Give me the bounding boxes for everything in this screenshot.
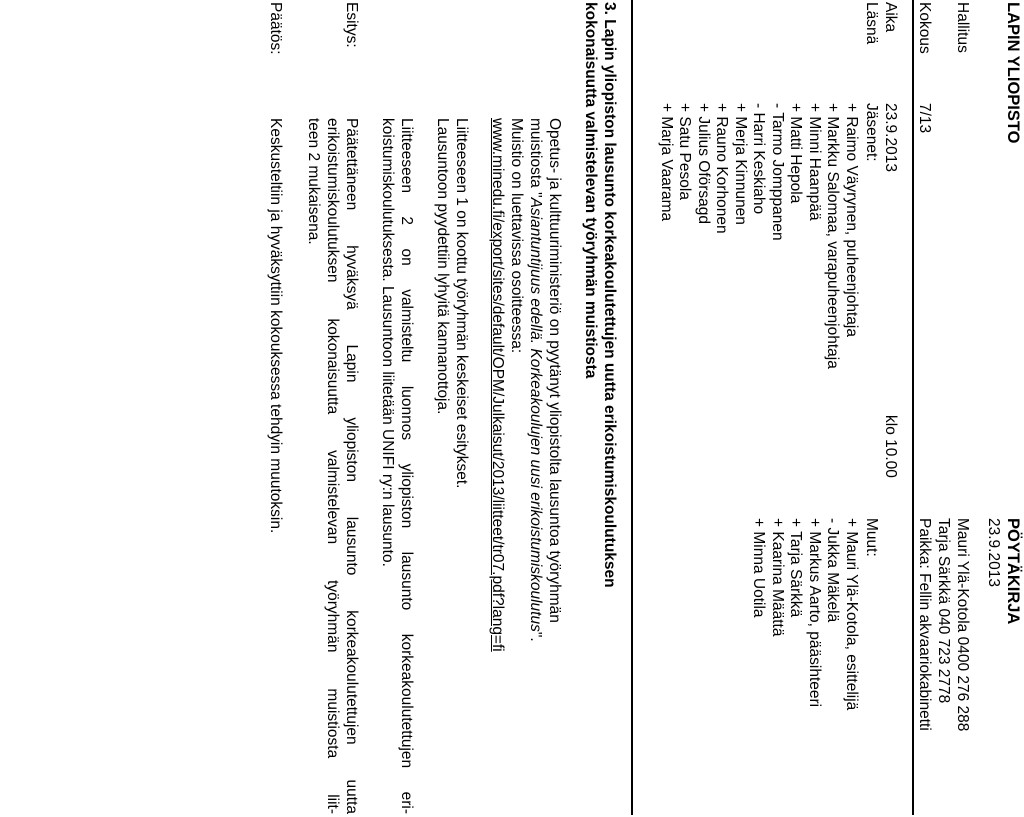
appendix-2-line-2: koistumiskoulutuksesta. Lausuntoon liitetään UNIFI ry:n lausunto.	[379, 118, 396, 567]
others-label: Muut:	[863, 518, 880, 557]
appendix-2-paragraph	[378, 118, 416, 814]
member-item: + Merja Kinnunen	[732, 103, 749, 225]
other-attendee-item: + Minna Uotila	[750, 518, 768, 618]
document-type: PÖYTÄKIRJA	[1004, 518, 1022, 625]
request-paragraph	[488, 118, 564, 814]
request-line-3: Muistio on luettavissa osoitteessa:	[508, 118, 525, 354]
present-label: Läsnä	[863, 2, 880, 45]
member-item: - Harri Keskiaho	[750, 103, 768, 215]
item-title-line-1: 3. Lapin yliopiston lausunto korkeakoulutettujen uutta erikoistumiskoulutuksen	[601, 2, 618, 588]
member-item: - Tarmo Jomppanen	[769, 103, 786, 241]
appendix-1-paragraph	[433, 118, 471, 814]
request-line-2: muistiosta "Asiantuntijuus edellä. Korkeakoulujen uusi erikoistumiskoulutus".	[527, 118, 544, 642]
contact-line-2: Tarja Särkkä 040 723 2778	[935, 518, 952, 704]
item-title-line-2: kokonaisuutta valmistelevan työryhmän muistiosta	[582, 2, 599, 379]
member-item: + Satu Pesola	[676, 103, 694, 200]
organization-name: LAPIN YLIOPISTO	[1004, 2, 1022, 144]
other-attendee-item: + Tarja Särkkä	[787, 518, 805, 618]
member-item: + Marja Vaarama	[658, 103, 675, 222]
body-label: Hallitus	[954, 2, 971, 53]
member-item: + Julius Oförsagd	[695, 103, 712, 225]
time-label: Aika	[882, 2, 899, 33]
contact-line-1: Mauri Ylä-Kotola 0400 276 288	[954, 518, 971, 732]
members-list	[658, 103, 862, 369]
meeting-date: 23.9.2013	[882, 103, 899, 172]
member-item: + Minni Haanpää	[806, 103, 823, 221]
others-list	[750, 518, 861, 710]
member-item: + Matti Hepola	[787, 103, 805, 204]
other-attendee-item: - Jukka Mäkelä	[824, 518, 842, 623]
proposal-line-1: Päätettäneen hyväksyä Lapin yliopiston lausunto korkeakoulutettujen uutta	[343, 118, 360, 814]
meeting-label: Kokous	[916, 2, 933, 54]
document-date: 23.9.2013	[985, 518, 1002, 587]
members-label: Jäsenet:	[863, 103, 880, 162]
memo-link[interactable]: www.minedu.fi/export/sites/default/OPM/Julkaisut/2013/liitteet/tr07.pdf?lang=fi	[489, 118, 506, 652]
member-item: + Raimo Väyrynen, puheenjohtaja	[843, 103, 860, 337]
appendix-2-line-1: Liitteeseen 2 on valmisteltu luonnos yliopiston lausunto korkeakoulutettujen eri-	[398, 118, 415, 814]
proposal-label: Esitys:	[343, 2, 360, 48]
proposal-paragraph	[304, 118, 361, 814]
request-line-1: Opetus- ja kulttuuriministeriö on pyytänyt yliopistolta lausuntoa työryhmän	[546, 118, 563, 623]
header-divider	[912, 0, 914, 815]
member-item: + Rauno Korhonen	[713, 103, 731, 234]
decision-label: Päätös:	[267, 2, 284, 55]
decision-text: Keskusteltiin ja hyväksyttiin kokouksessa tehdyin muutoksin.	[267, 118, 284, 534]
other-attendee-item: + Markus Aarto, pääsihteeri	[806, 518, 823, 708]
proposal-line-3: teen 2 mukaisena.	[305, 118, 322, 245]
member-item: + Markku Salomaa, varapuheenjohtaja	[824, 103, 842, 369]
meeting-place: Paikka: Fellin akvaariokabinetti	[916, 518, 933, 731]
appendix-1-line-2: Lausuntoon pyydettiin lyhyitä kannanottoja.	[434, 118, 451, 415]
appendix-1-line-1: Liitteeseen 1 on koottu työryhmän keskeiset esitykset.	[453, 118, 470, 489]
meeting-time: klo 10.00	[882, 415, 899, 478]
other-attendee-item: + Mauri Ylä-Kotola, esittelijä	[843, 518, 860, 711]
meeting-number: 7/13	[916, 103, 933, 134]
memo-title: Asiantuntijuus edellä. Korkeakoulujen uusi erikoistumiskoulutus	[527, 197, 544, 632]
section-divider	[631, 0, 633, 815]
proposal-line-2: erikoistumiskoulutuksen kokonaisuutta valmistelevan työryhmän muistiosta liit-	[324, 118, 341, 814]
other-attendee-item: + Kaarina Määttä	[769, 518, 786, 637]
